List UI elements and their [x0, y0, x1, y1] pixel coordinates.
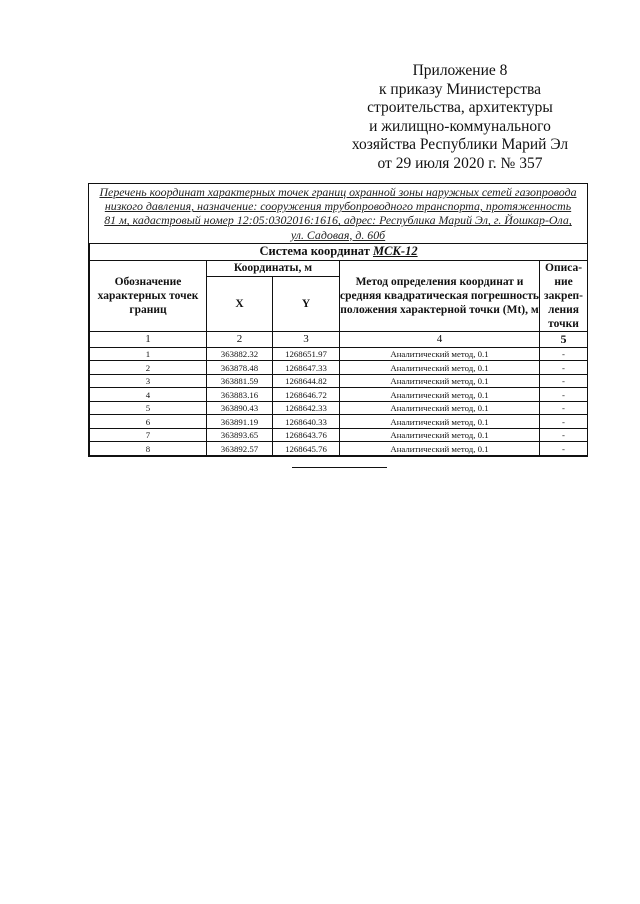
table-row	[90, 428, 588, 442]
header-line: Приложение 8	[412, 62, 508, 79]
header-line: от 29 июля 2020 г. № 357	[377, 154, 543, 172]
table-row	[90, 388, 588, 402]
description-cell: -	[540, 388, 588, 402]
description-cell: -	[540, 401, 588, 415]
header-line: к приказу Министерства	[379, 80, 541, 98]
title-line: 81 м, кадастровый номер 12:05:0302016:1616, адрес: Республика Марий Эл, г. Йошкар-Ола,	[104, 213, 572, 228]
y-coordinate-cell: 1268646.72	[273, 388, 340, 402]
point-number-cell: 6	[90, 415, 207, 429]
description-cell: -	[540, 415, 588, 429]
method-cell: Аналитический метод, 0.1	[340, 428, 540, 442]
point-number-cell: 4	[90, 388, 207, 402]
method-cell: Аналитический метод, 0.1	[340, 374, 540, 388]
x-coordinate-cell: 363892.57	[207, 442, 273, 456]
title-line: низкого давления, назначение: сооружения трубопроводного транспорта, протяженность	[104, 199, 572, 214]
column-number-row	[90, 331, 588, 347]
appendix-header	[330, 62, 590, 174]
coordinates-document-table	[88, 183, 588, 457]
title-line: Перечень координат характерных точек границ охранной зоны наружных сетей газопровода	[99, 185, 577, 199]
table-title	[89, 184, 587, 243]
y-coordinate-cell: 1268644.82	[273, 374, 340, 388]
description-cell: -	[540, 374, 588, 388]
column-number: 2	[207, 331, 273, 347]
method-cell: Аналитический метод, 0.1	[340, 415, 540, 429]
method-cell: Аналитический метод, 0.1	[340, 361, 540, 375]
point-number-cell: 5	[90, 401, 207, 415]
coordinate-system-cell	[90, 243, 588, 260]
column-number: 5	[540, 331, 588, 347]
x-coordinate-cell: 363881.59	[207, 374, 273, 388]
description-cell: -	[540, 347, 588, 361]
col-header-y: Y	[273, 276, 340, 331]
point-number-cell: 8	[90, 442, 207, 456]
method-cell: Аналитический метод, 0.1	[340, 388, 540, 402]
col-header-designation: Обозначение характерных точек границ	[90, 260, 207, 331]
method-cell: Аналитический метод, 0.1	[340, 442, 540, 456]
table-body	[90, 347, 588, 455]
coordinate-system-row	[90, 243, 588, 260]
description-cell: -	[540, 428, 588, 442]
table-row	[90, 415, 588, 429]
coordinate-system-label: Система координат	[259, 244, 370, 259]
x-coordinate-cell: 363891.19	[207, 415, 273, 429]
column-number: 3	[273, 331, 340, 347]
point-number-cell: 3	[90, 374, 207, 388]
column-number: 4	[340, 331, 540, 347]
y-coordinate-cell: 1268647.33	[273, 361, 340, 375]
col-header-method: Метод определения координат и средняя квадратическая погрешность положения характерной точки (Mt), м	[340, 260, 540, 331]
point-number-cell: 2	[90, 361, 207, 375]
x-coordinate-cell: 363882.32	[207, 347, 273, 361]
y-coordinate-cell: 1268640.33	[273, 415, 340, 429]
col-header-description: Описа-ние закреп-ления точки	[540, 260, 588, 331]
table-row	[90, 401, 588, 415]
col-header-x: X	[207, 276, 273, 331]
method-cell: Аналитический метод, 0.1	[340, 401, 540, 415]
footer-divider	[292, 467, 387, 468]
header-line: и жилищно-коммунального	[369, 117, 551, 135]
header-line: строительства, архитектуры	[367, 99, 553, 117]
description-cell: -	[540, 442, 588, 456]
table-row	[90, 347, 588, 361]
y-coordinate-cell: 1268645.76	[273, 442, 340, 456]
col-header-coordinates: Координаты, м	[207, 260, 340, 276]
header-row	[90, 260, 588, 276]
header-line: хозяйства Республики Марий Эл	[351, 136, 569, 154]
table-row	[90, 442, 588, 456]
x-coordinate-cell: 363893.65	[207, 428, 273, 442]
y-coordinate-cell: 1268651.97	[273, 347, 340, 361]
x-coordinate-cell: 363878.48	[207, 361, 273, 375]
table-row	[90, 374, 588, 388]
description-cell: -	[540, 361, 588, 375]
point-number-cell: 1	[90, 347, 207, 361]
method-cell: Аналитический метод, 0.1	[340, 347, 540, 361]
y-coordinate-cell: 1268643.76	[273, 428, 340, 442]
point-number-cell: 7	[90, 428, 207, 442]
x-coordinate-cell: 363883.16	[207, 388, 273, 402]
coordinates-table	[89, 243, 588, 456]
coordinate-system-value: МСК-12	[372, 244, 418, 259]
table-row	[90, 361, 588, 375]
title-line: ул. Садовая, д. 60б	[290, 227, 386, 242]
column-number: 1	[90, 331, 207, 347]
y-coordinate-cell: 1268642.33	[273, 401, 340, 415]
x-coordinate-cell: 363890.43	[207, 401, 273, 415]
